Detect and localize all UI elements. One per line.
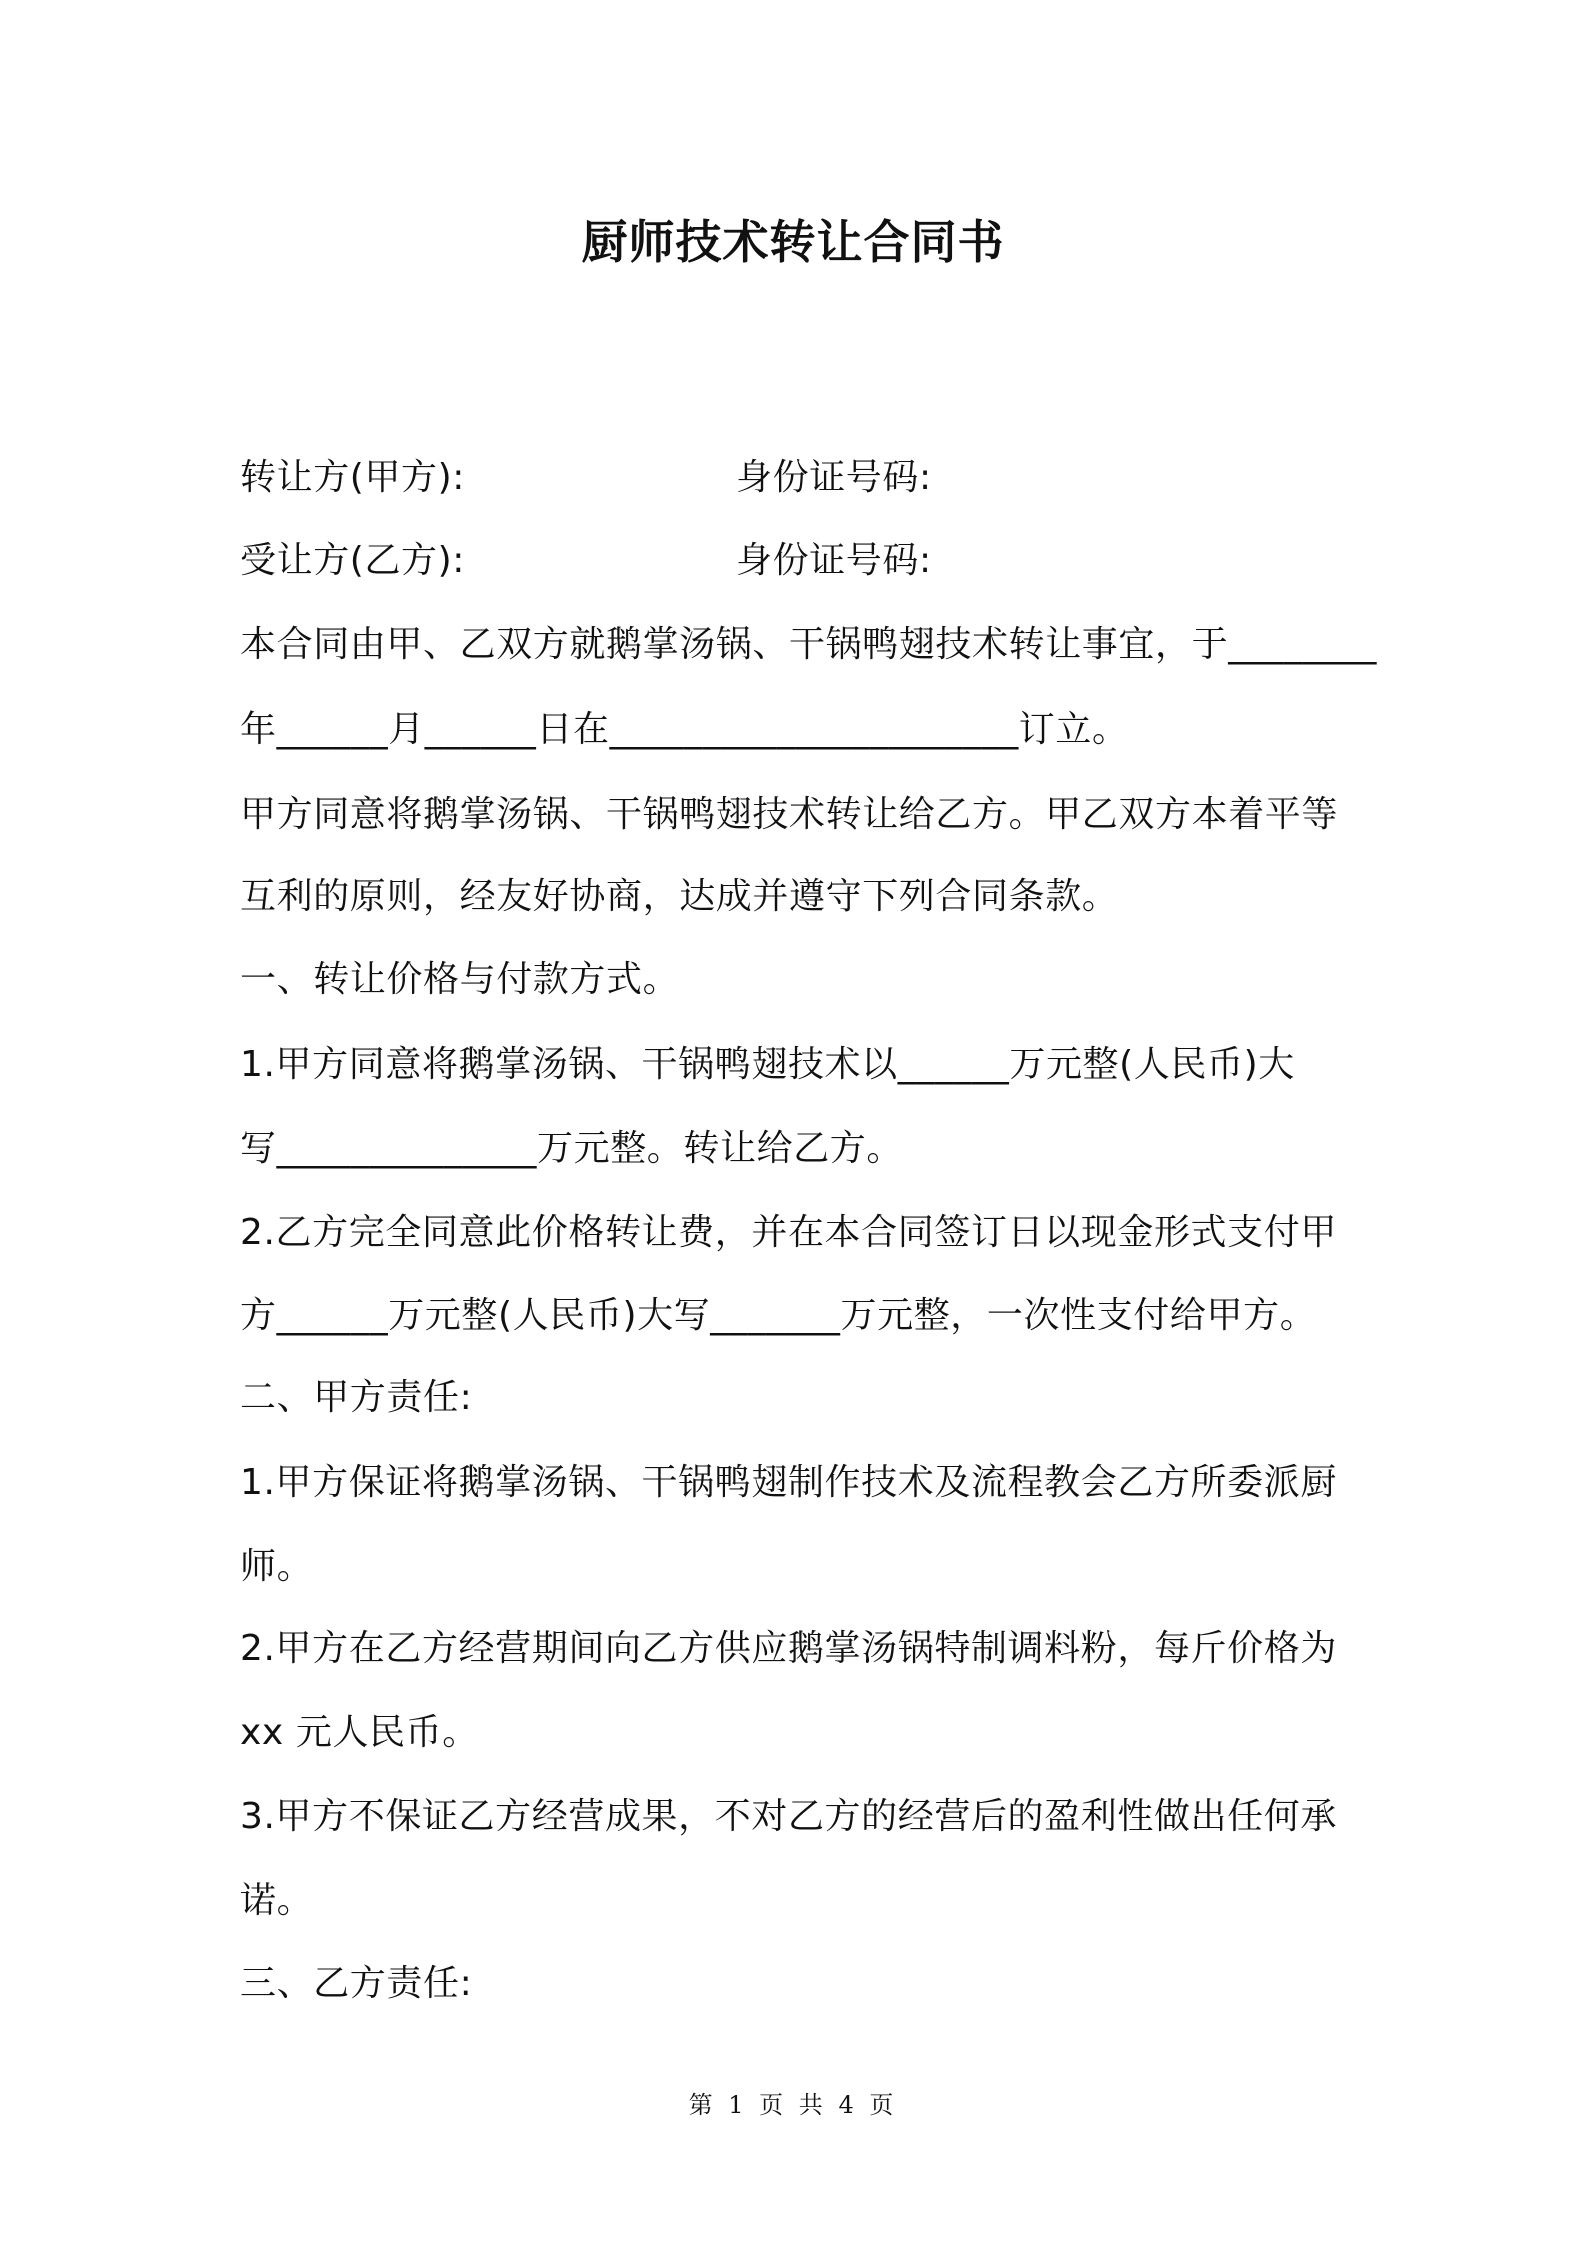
body-line: 年______月______日在______________________订立。: [240, 709, 1129, 750]
body-line: 甲方同意将鹅掌汤锅、干锅鸭翅技术转让给乙方。甲乙双方本着平等: [240, 794, 1339, 835]
party-a-label: 转让方(甲方):: [240, 457, 466, 498]
body-line: 师。: [240, 1546, 314, 1587]
body-line: 互利的原则，经友好协商，达成并遵守下列合同条款。: [240, 876, 1119, 917]
body-line: 1.甲方保证将鹅掌汤锅、干锅鸭翅制作技术及流程教会乙方所委派厨: [240, 1462, 1337, 1503]
section-heading: 二、甲方责任:: [240, 1377, 473, 1418]
body-line: 方______万元整(人民币)大写_______万元整，一次性支付给甲方。: [240, 1295, 1317, 1336]
page-number: 第 1 页 共 4 页: [688, 2091, 898, 2119]
party-b-label: 受让方(乙方):: [240, 540, 466, 581]
body-line: 1.甲方同意将鹅掌汤锅、干锅鸭翅技术以______万元整(人民币)大: [240, 1044, 1295, 1085]
section-heading: 一、转让价格与付款方式。: [240, 959, 680, 1000]
body-line: 诺。: [240, 1880, 314, 1921]
party-b-id-label: 身份证号码:: [736, 540, 932, 581]
body-line: 本合同由甲、乙双方就鹅掌汤锅、干锅鸭翅技术转让事宜，于________: [240, 624, 1378, 665]
body-line: 写______________万元整。转让给乙方。: [240, 1128, 903, 1169]
body-line: 2.乙方完全同意此价格转让费，并在本合同签订日以现金形式支付甲: [240, 1212, 1337, 1253]
body-line: xx 元人民币。: [240, 1712, 479, 1753]
body-line: 2.甲方在乙方经营期间向乙方供应鹅掌汤锅特制调料粉，每斤价格为: [240, 1628, 1337, 1669]
section-heading: 三、乙方责任:: [240, 1963, 473, 2004]
document-title: 厨师技术转让合同书: [581, 215, 1005, 269]
body-line: 3.甲方不保证乙方经营成果，不对乙方的经营后的盈利性做出任何承: [240, 1796, 1337, 1837]
party-a-id-label: 身份证号码:: [736, 457, 932, 498]
